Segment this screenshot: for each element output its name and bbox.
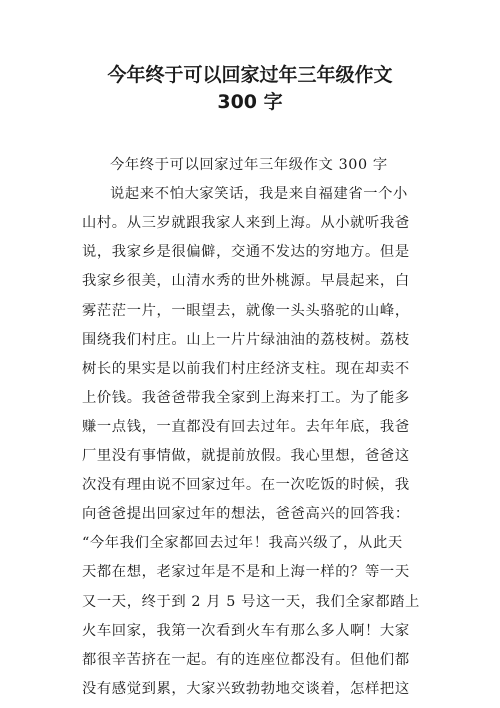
- body-line: 围绕我们村庄。山上一片片绿油油的荔枝树。荔枝: [82, 331, 410, 348]
- body-line: “今年我们全家都回去过年！我高兴级了，从此天: [82, 535, 403, 552]
- body-line: 火车回家，我第一次看到火车有那么多人啊！大家: [82, 622, 410, 639]
- body-line: 上价钱。我爸爸带我全家到上海来打工。为了能多: [82, 389, 410, 406]
- body-line: 次没有理由说不回家过年。在一次吃饭的时候，我: [82, 477, 410, 494]
- document-title-line-2: 300 字: [217, 91, 283, 113]
- body-line: 山村。从三岁就跟我家人来到上海。从小就听我爸: [82, 215, 410, 232]
- body-line: 天都在想，老家过年是不是和上海一样的？等一天: [82, 564, 410, 581]
- body-line: 没有感觉到累，大家兴致勃勃地交谈着，怎样把这: [82, 680, 410, 697]
- body-line: 赚一点钱，一直都没有回去过年。去年年底，我爸: [82, 418, 410, 435]
- body-line: 雾茫茫一片，一眼望去，就像一头头骆驼的山峰，: [82, 302, 410, 319]
- body-line: 我家乡很美，山清水秀的世外桃源。早晨起来，白: [82, 273, 410, 290]
- body-line: 说起来不怕大家笑话，我是来自福建省一个小: [110, 186, 408, 203]
- document-title-line-1: 今年终于可以回家过年三年级作文: [107, 64, 393, 86]
- body-line: 都很辛苦挤在一起。有的连座位都没有。但他们都: [82, 651, 410, 668]
- body-line-subtitle: 今年终于可以回家过年三年级作文 300 字: [110, 157, 388, 173]
- body-line: 又一天，终于到 2 月 5 号这一天，我们全家都踏上: [82, 593, 420, 610]
- body-line: 说，我家乡是很偏僻，交通不发达的穷地方。但是: [82, 244, 410, 261]
- body-line: 向爸爸提出回家过年的想法，爸爸高兴的回答我：: [82, 506, 410, 523]
- body-line: 树长的果实是以前我们村庄经济支柱。现在却卖不: [82, 360, 410, 377]
- body-line: 厂里没有事情做，就提前放假。我心里想，爸爸这: [82, 448, 410, 464]
